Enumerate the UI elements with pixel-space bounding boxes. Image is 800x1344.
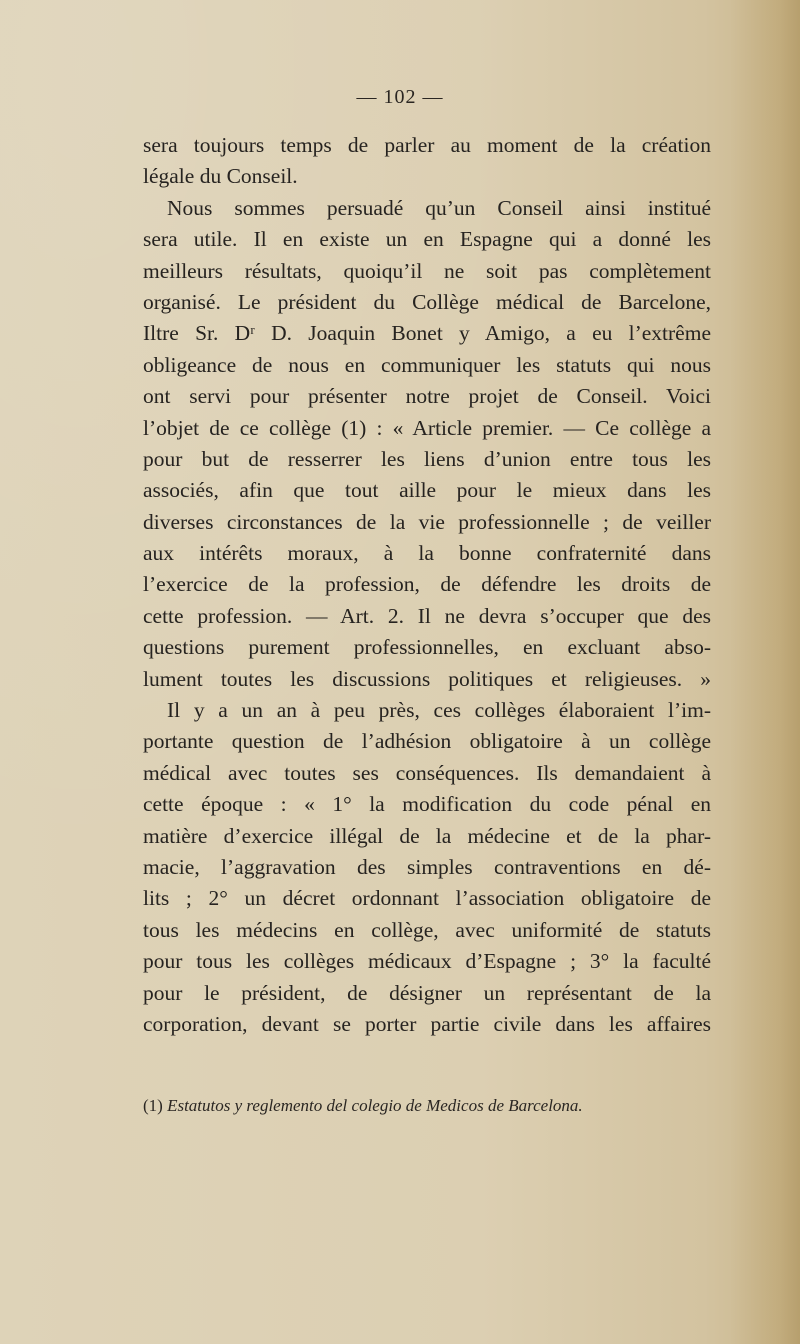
text-line: pour but de resserrer les liens d’union entre tous les — [143, 446, 711, 471]
text-line: aux intérêts moraux, à la bonne confraternité dans — [143, 541, 711, 566]
text-line: cette époque : « 1° la modification du code pénal en — [143, 792, 711, 817]
text-line: Iltre Sr. Dʳ D. Joaquin Bonet y Amigo, a eu l’extrême — [143, 321, 711, 346]
text-line: légale du Conseil. — [143, 164, 298, 189]
text-line: pour le président, de désigner un représentant de la — [143, 980, 711, 1005]
footnote — [143, 1096, 711, 1116]
text-line: tous les médecins en collège, avec uniformité de statuts — [143, 917, 711, 942]
body-text — [143, 130, 711, 1040]
footnote-citation: Estatutos y reglemento del colegio de Medicos de Barcelona. — [167, 1096, 583, 1115]
text-line: diverses circonstances de la vie professionnelle ; de veiller — [143, 509, 711, 534]
text-line: obligeance de nous en communiquer les statuts qui nous — [143, 352, 711, 377]
footnote-marker: (1) — [143, 1096, 163, 1115]
page-number-header: — 102 — — [356, 86, 444, 108]
text-line: sera toujours temps de parler au moment de la création — [143, 133, 711, 157]
text-line: sera utile. Il en existe un en Espagne qui a donné les — [143, 227, 711, 252]
text-line: lument toutes les discussions politiques et religieuses. » — [143, 666, 711, 691]
text-line: questions purement professionnelles, en excluant abso- — [143, 635, 711, 660]
text-line: pour tous les collèges médicaux d’Espagne ; 3° la faculté — [143, 949, 711, 974]
text-line: Nous sommes persuadé qu’un Conseil ainsi institué — [167, 195, 711, 220]
text-line: Il y a un an à peu près, ces collèges élaboraient l’im- — [167, 698, 711, 723]
text-line: matière d’exercice illégal de la médecine et de la phar- — [143, 823, 711, 848]
text-line: lits ; 2° un décret ordonnant l’association obligatoire de — [143, 886, 711, 911]
text-line: associés, afin que tout aille pour le mieux dans les — [143, 478, 711, 503]
text-line: l’exercice de la profession, de défendre les droits de — [143, 572, 711, 597]
text-line: meilleurs résultats, quoiqu’il ne soit pas complètement — [143, 258, 711, 283]
text-line: l’objet de ce collège (1) : « Article premier. — Ce collège a — [143, 415, 711, 440]
text-line: médical avec toutes ses conséquences. Ils demandaient à — [143, 760, 711, 785]
text-line: organisé. Le président du Collège médical de Barcelone, — [143, 289, 711, 314]
text-line: cette profession. — Art. 2. Il ne devra s’occuper que des — [143, 603, 711, 628]
text-line: macie, l’aggravation des simples contraventions en dé- — [143, 854, 711, 879]
text-line: ont servi pour présenter notre projet de Conseil. Voici — [143, 384, 711, 409]
text-line: corporation, devant se porter partie civile dans les affaires — [143, 1011, 711, 1036]
text-line: portante question de l’adhésion obligatoire à un collège — [143, 729, 711, 754]
